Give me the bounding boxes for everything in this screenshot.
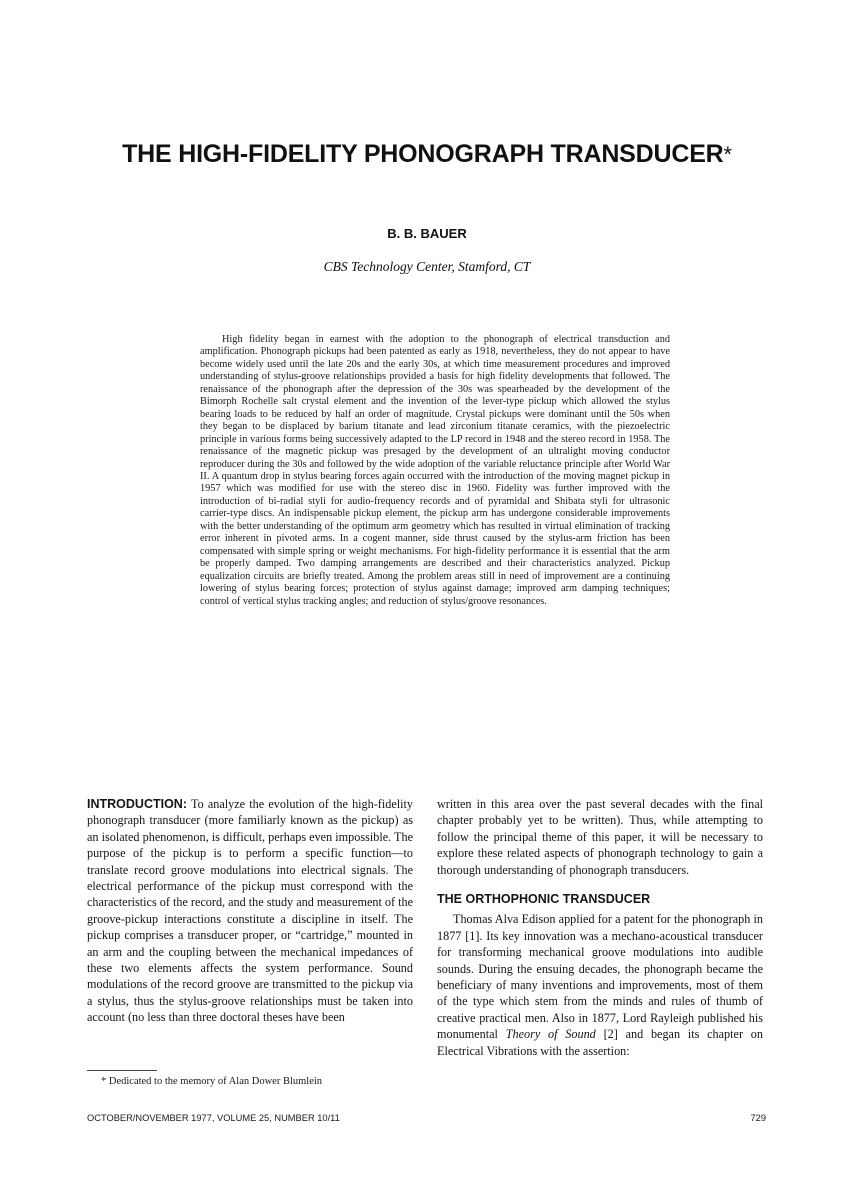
journal-issue-line: OCTOBER/NOVEMBER 1977, VOLUME 25, NUMBER 10/11 xyxy=(87,1113,340,1123)
introduction-heading: INTRODUCTION: xyxy=(87,797,187,811)
book-title: Theory of Sound xyxy=(505,1027,596,1042)
section-heading: THE ORTHOPHONIC TRANSDUCER xyxy=(437,892,651,907)
left-column xyxy=(87,796,413,1026)
footnote-rule xyxy=(87,1070,157,1071)
introduction-continued: written in this area over the past several decades with the final chapter probably yet to be written). Thus, while attempting to follow the principal theme of this paper, it will be necessary to explore these related aspects of phonograph technology to gain a thorough understanding of phonograph transducers. xyxy=(437,797,763,877)
title-footnote-mark: * xyxy=(723,142,732,167)
right-column xyxy=(437,796,763,1059)
author-name: B. B. BAUER xyxy=(387,226,467,241)
introduction-paragraph xyxy=(87,796,413,1026)
author-affiliation: CBS Technology Center, Stamford, CT xyxy=(323,259,531,274)
footnote: * Dedicated to the memory of Alan Dower Blumlein xyxy=(101,1076,323,1087)
section-paragraph xyxy=(437,911,763,1059)
paper-title xyxy=(0,140,854,169)
section-text-before: Thomas Alva Edison applied for a patent for the phonograph in 1877 [1]. Its key innovation was a mechano-acoustical transducer for transforming mechanical groove modulations into audible sounds. During the ensuing decades, the phonograph became the beneficiary of many inventions and improvements, most of them of the type which stem from the minds and rules of thumb of creative practical men. Also in 1877, Lord Rayleigh published his monumental xyxy=(437,912,763,1042)
paper-title-text: THE HIGH-FIDELITY PHONOGRAPH TRANSDUCER xyxy=(122,140,724,168)
abstract: High fidelity began in earnest with the adoption to the phonograph of electrical transduction and amplification. Phonograph pickups had been patented as early as 1918, nevertheless, they do not appear to have become widely used until the late 20s and the early 30s, at which time measurement procedures and improved understanding of stylus-groove relationships provided a basis for high fidelity developments that followed. The renaissance of the phonograph after the depression of the 30s was spearheaded by the development of the Bimorph Rochelle salt crystal element and the invention of the lever-type pickup which allowed the stylus bearing loads to be reduced by half an order of magnitude. Crystal pickups were dominant until the 50s when they began to be displaced by barium titanate and lead zirconium titanate ceramics, with the piezoelectric principle in various forms being successively adapted to the LP record in 1948 and the stereo record in 1958. The renaissance of the magnetic pickup was presaged by the development of an ultralight moving conductor reproducer during the 30s and followed by the wide adoption of the variable reluctance principle after World War II. A quantum drop in stylus bearing forces again occurred with the introduction of the moving magnet pickup in 1957 which was modified for use with the stereo disc in 1960. Fidelity was further improved with the introduction of bi-radial styli for audio-frequency records and of pyramidal and Shibata styli for ultrasonic carrier-type discs. An indispensable pickup element, the pickup arm has undergone considerable improvements with the better understanding of the optimum arm geometry which has resulted in virtual elimination of tracking error inherent in pivoted arms. In a cogent manner, side thrust caused by the stylus-arm friction has been compensated with simple spring or weight mechanisms. For high-fidelity performance it is essential that the arm be properly damped. Two damping arrangements are described and their characteristics analyzed. Pickup equalization circuits are briefly treated. Among the problem areas still in need of improvement are a continuing lowering of stylus bearing forces; protection of stylus against damage; improved arm damping techniques; control of vertical stylus tracking angles; and reduction of stylus/groove resonances. xyxy=(200,334,670,607)
introduction-text: To analyze the evolution of the high-fidelity phonograph transducer (more familiarly known as the pickup) as an isolated phenomenon, is difficult, perhaps even impossible. The purpose of the pickup is to perform a specific function—to translate record groove modulations into electrical signals. The electrical performance of the pickup must correspond with the characteristics of the record, and the study and measurement of the groove-pickup interactions constitute a discipline in itself. The pickup comprises a transducer proper, or “cartridge,” mounted in an arm and the coupling between the mechanical impedances of these two elements affects the system performance. Sound modulations of the record groove are transmitted to the pickup via a stylus, thus the stylus-groove relationships must be taken into account (no less than three doctoral theses have been xyxy=(87,797,413,1025)
section-text-after: [2] and began its chapter on Electrical Vibrations with the assertion: xyxy=(437,1027,763,1058)
page-number: 729 xyxy=(750,1113,766,1123)
